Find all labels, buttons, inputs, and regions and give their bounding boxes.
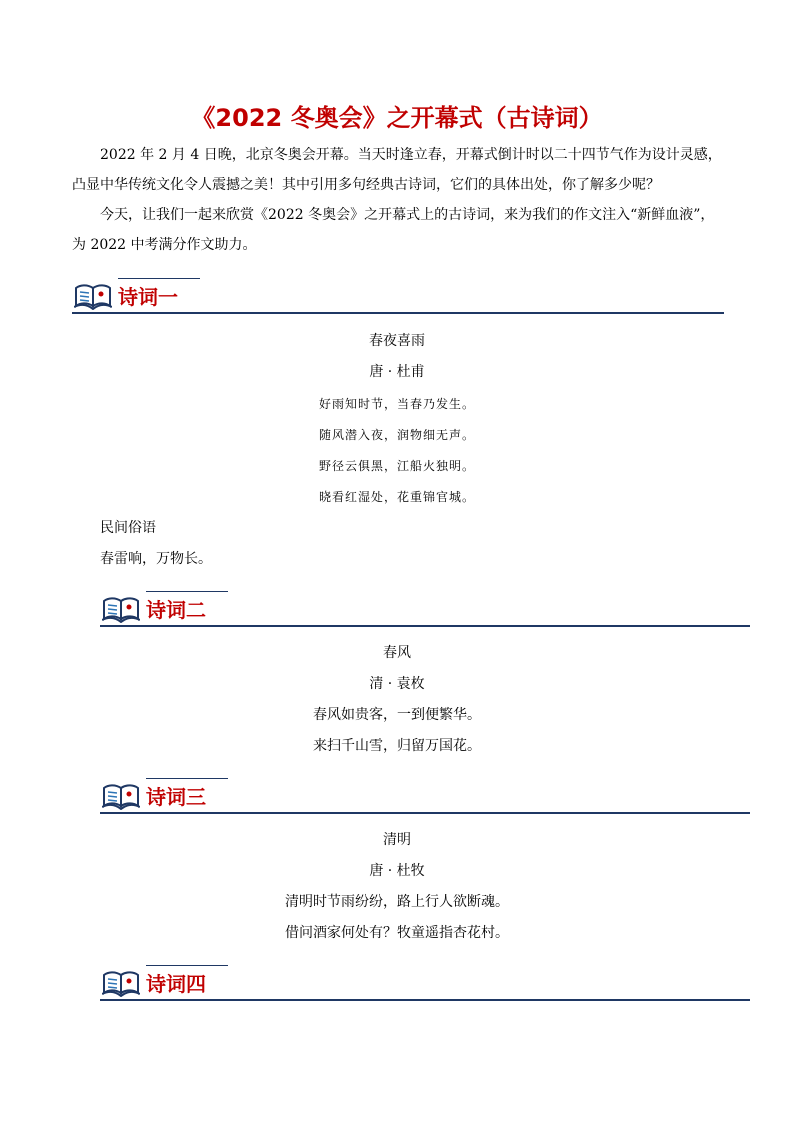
- section-long-rule: [100, 999, 750, 1001]
- poem-line: 好雨知时节，当春乃发生。: [318, 397, 475, 411]
- poem-author: 清 · 袁枚: [369, 676, 425, 692]
- section-short-rule: [146, 965, 228, 966]
- open-book-icon: [74, 282, 112, 314]
- poem-line: 清明时节雨纷纷，路上行人欲断魂。: [285, 894, 509, 910]
- poem-author: 唐 · 杜牧: [369, 863, 425, 879]
- section-header-4: [100, 961, 750, 1005]
- section-short-rule: [146, 591, 228, 592]
- intro-paragraph-1: 2022 年 2 月 4 日晚，北京冬奥会开幕。当天时逢立春，开幕式倒计时以二十四节气作为设计灵感，凸显中华传统文化令人震撼之美！其中引用多句经典古诗词，它们的具体出处，你了解多少呢？: [72, 147, 722, 193]
- section-header-1: [72, 274, 724, 318]
- poem-title: 清明: [383, 832, 411, 848]
- document-title: 《2022 冬奥会》之开幕式（古诗词）: [191, 104, 603, 132]
- poem-line: 野径云俱黑，江船火独明。: [318, 459, 475, 473]
- poem-line: 晓看红湿处，花重锦官城。: [318, 490, 475, 504]
- poem-title: 春夜喜雨: [369, 333, 425, 349]
- open-book-icon: [102, 595, 140, 627]
- section-short-rule: [146, 778, 228, 779]
- section-long-rule: [100, 812, 750, 814]
- section-header-3: [100, 774, 750, 818]
- section-short-rule: [118, 278, 200, 279]
- section-label: 诗词三: [146, 785, 206, 809]
- poem-line: 借问酒家何处有？牧童遥指杏花村。: [285, 925, 509, 941]
- poem-line: 随风潜入夜，润物细无声。: [318, 428, 475, 442]
- poem-author: 唐 · 杜甫: [369, 364, 425, 380]
- section-label: 诗词四: [146, 972, 206, 996]
- section-long-rule: [100, 625, 750, 627]
- section-long-rule: [72, 312, 724, 314]
- open-book-icon: [102, 782, 140, 814]
- intro-text: [72, 140, 722, 260]
- section-label: 诗词一: [118, 285, 178, 309]
- poem-line: 来扫千山雪，归留万国花。: [313, 738, 481, 754]
- poem-line: 春风如贵客，一到便繁华。: [313, 707, 481, 723]
- open-book-icon: [102, 969, 140, 1001]
- poem-title: 春风: [383, 645, 411, 661]
- folk-saying-label: 民间俗语: [100, 520, 156, 536]
- intro-paragraph-2: 今天，让我们一起来欣赏《2022 冬奥会》之开幕式上的古诗词，来为我们的作文注入“新鲜血液”，为 2022 中考满分作文助力。: [72, 207, 715, 253]
- section-header-2: [100, 587, 750, 631]
- folk-saying-text: 春雷响，万物长。: [100, 551, 212, 567]
- section-label: 诗词二: [146, 598, 206, 622]
